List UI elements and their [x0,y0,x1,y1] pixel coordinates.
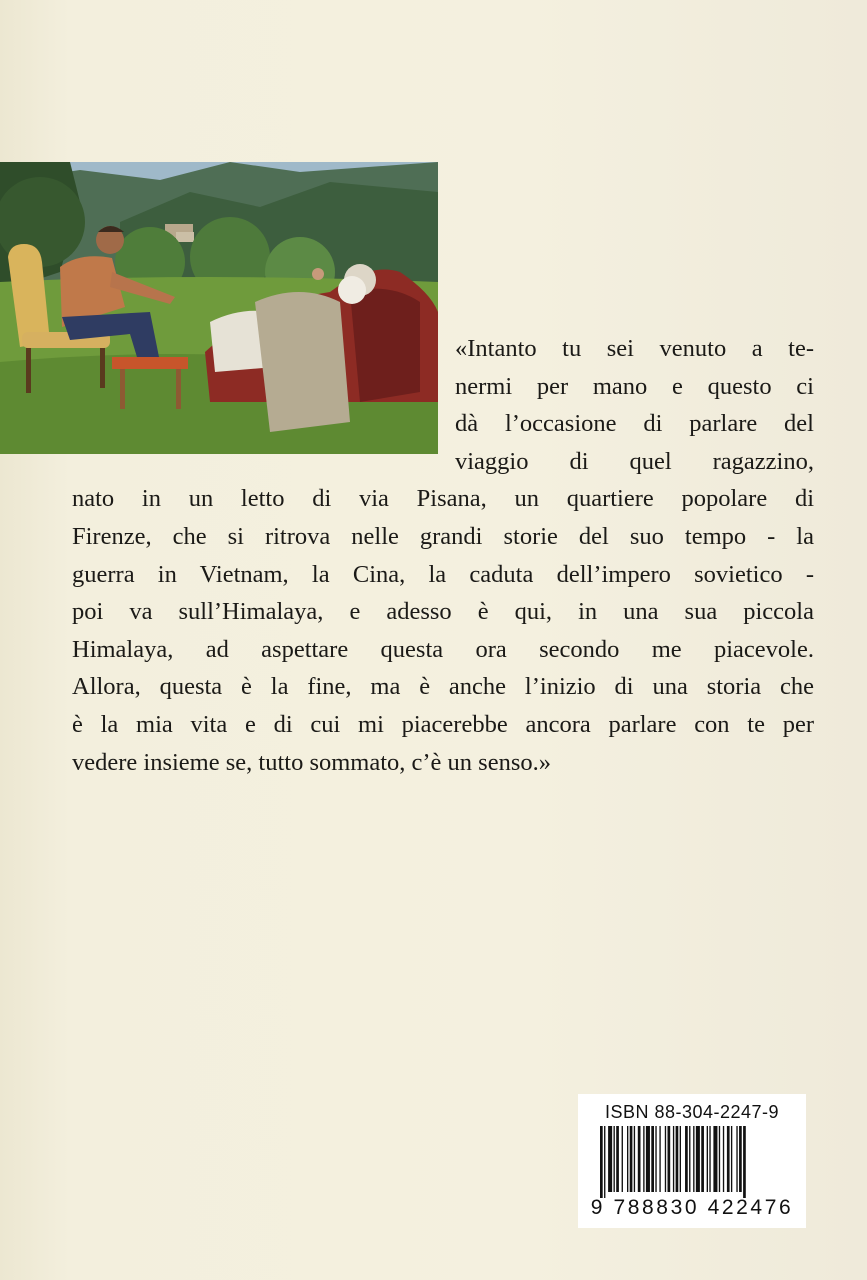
isbn-label: ISBN 88-304-2247-9 [604,1102,780,1122]
quote-line: vedere insieme se, tutto sommato, c’è un senso.» [72,748,551,776]
barcode-bar [696,1126,700,1192]
barcode-bars-icon [600,1126,786,1198]
barcode-bar [651,1126,654,1192]
barcode-bar [673,1126,674,1192]
isbn-barcode [578,1094,806,1228]
barcode-bar [701,1126,704,1192]
quote-line: è la mia vita e di cui mi piacerebbe ancora parlare con te per [72,710,814,738]
barcode-bar [634,1126,635,1192]
barcode-bar [689,1126,690,1192]
barcode-bar [616,1126,619,1192]
barcode-bar [638,1126,641,1192]
quote-line: guerra in Vietnam, la Cina, la caduta dell’impero sovietico - [72,560,814,588]
quote-line: dà l’occasione di parlare del [455,410,814,438]
barcode-bar [723,1126,724,1192]
quote-line: viaggio di quel ragazzino, [455,447,814,475]
barcode-bar [680,1126,681,1192]
barcode-bar [727,1126,730,1192]
barcode-bar [643,1126,644,1192]
barcode-bar [627,1126,628,1192]
barcode-bar [604,1126,605,1198]
back-cover-quote [72,330,814,781]
quote-line: nato in un letto di via Pisana, un quartiere popolare di [72,485,814,513]
ean-digits: 9 788830 422476 [590,1196,794,1219]
barcode-bar [707,1126,708,1192]
barcode-bar [709,1126,710,1192]
barcode-bar [743,1126,746,1198]
barcode-bar [731,1126,732,1192]
barcode-bar [600,1126,603,1198]
barcode-bar [739,1126,742,1192]
barcode-bar [655,1126,656,1192]
barcode-bar [659,1126,660,1192]
quote-line: «Intanto tu sei venuto a te- [455,335,814,362]
barcode-bar [713,1126,717,1192]
barcode-bar [676,1126,679,1192]
quote-line: Firenze, che si ritrova nelle grandi storie del suo tempo - la [72,522,814,550]
barcode-bar [736,1126,737,1192]
quote-line: poi va sull’Himalaya, e adesso è qui, in una sua piccola [72,598,814,626]
barcode-bar [665,1126,666,1192]
barcode-bar [614,1126,615,1192]
quote-line: nermi per mano e questo ci [455,372,814,400]
barcode-bar [693,1126,694,1192]
barcode-bar [622,1126,623,1192]
barcode-bar [668,1126,671,1192]
barcode-bar [646,1126,650,1192]
quote-line: Himalaya, ad aspettare questa ora secondo me piacevole. [72,635,814,663]
quote-line: Allora, questa è la fine, ma è anche l’inizio di una storia che [72,673,814,701]
barcode-bar [608,1126,612,1192]
barcode-bar [630,1126,633,1192]
barcode-bar [719,1126,720,1192]
barcode-bar [685,1126,688,1192]
